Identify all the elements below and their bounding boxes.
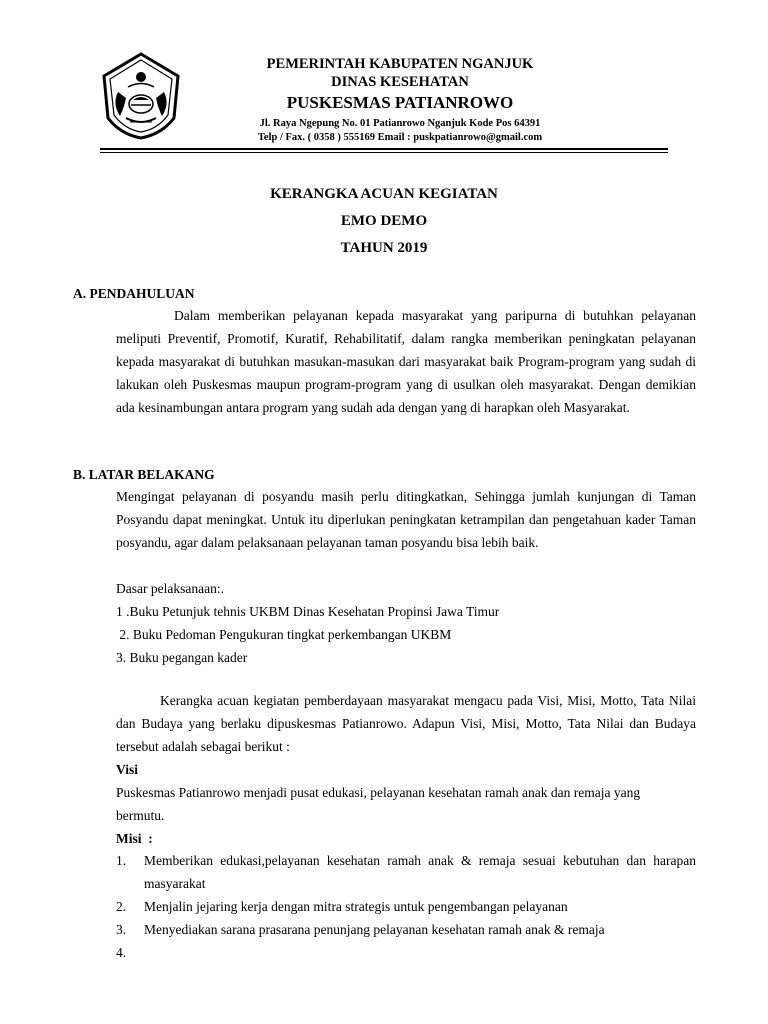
- visi-text: Puskesmas Patianrowo menjadi pusat edukasi, pelayanan kesehatan ramah anak dan remaja yang bermutu.: [116, 785, 641, 823]
- misi-number: 3.: [116, 922, 127, 937]
- misi-label: Misi :: [116, 831, 153, 846]
- dasar-item-3: 3. Buku pegangan kader: [116, 650, 248, 665]
- visi-label: Visi: [116, 762, 139, 777]
- misi-text: Memberikan edukasi,pelayanan kesehatan ramah anak & remaja sesuai kebutuhan dan harapan masyarakat: [144, 853, 696, 891]
- dasar-item-2: 2. Buku Pedoman Pengukuran tingkat perkembangan UKBM: [116, 627, 452, 642]
- letterhead: [200, 55, 600, 145]
- misi-text: Menyediakan sarana prasarana penunjang pelayanan kesehatan ramah anak & remaja: [144, 922, 605, 937]
- title-line-3: TAHUN 2019: [340, 240, 428, 256]
- title-line-2: EMO DEMO: [340, 213, 428, 229]
- misi-number: 1.: [116, 853, 127, 868]
- letterhead-divider-thin: [100, 152, 668, 153]
- document-title: [184, 181, 584, 262]
- kabupaten-emblem-icon: [100, 52, 182, 140]
- misi-number: 2.: [116, 899, 127, 914]
- letterhead-institution: PUSKESMAS PATIANROWO: [286, 93, 514, 112]
- letterhead-address: Jl. Raya Ngepung No. 01 Patianrowo Nganjuk Kode Pos 64391: [259, 118, 541, 129]
- letterhead-department: DINAS KESEHATAN: [331, 74, 469, 90]
- section-b-heading: B. LATAR BELAKANG: [73, 467, 215, 482]
- misi-text: Menjalin jejaring kerja dengan mitra strategis untuk pengembangan pelayanan: [144, 899, 568, 914]
- section-b-paragraph-2: Kerangka acuan kegiatan pemberdayaan masyarakat mengacu pada Visi, Misi, Motto, Tata Nilai dan Budaya yang berlaku dipuskesmas Patianrowo. Adapun Visi, Misi, Motto, Tata Nilai dan Budaya tersebut adalah sebagai berikut :: [116, 693, 696, 754]
- dasar-item-1: 1 .Buku Petunjuk tehnis UKBM Dinas Kesehatan Propinsi Jawa Timur: [116, 604, 500, 619]
- misi-number: 4.: [116, 945, 127, 960]
- letterhead-government: PEMERINTAH KABUPATEN NGANJUK: [266, 56, 534, 72]
- letterhead-contact: Telp / Fax. ( 0358 ) 555169 Email : puskpatianrowo@gmail.com: [257, 132, 543, 143]
- section-a-paragraph: Dalam memberikan pelayanan kepada masyarakat yang paripurna di butuhkan pelayanan meliputi Preventif, Promotif, Kuratif, Rehabilitatif, dalam rangka memberikan peningkatan pelayanan kepada masyarakat di butuhkan masukan-masukan dari masyarakat baik Program-program yang sudah di lakukan oleh Puskesmas maupun program-program yang di usulkan oleh masyarakat. Dengan demikian ada kesinambungan antara program yang sudah ada dengan yang di harapkan oleh Masyarakat.: [116, 308, 696, 415]
- title-line-1: KERANGKA ACUAN KEGIATAN: [270, 186, 498, 202]
- section-b-paragraph: Mengingat pelayanan di posyandu masih perlu ditingkatkan, Sehingga jumlah kunjungan di Taman Posyandu dapat meningkat. Untuk itu diperlukan peningkatan ketrampilan dan pengetahuan kader Taman posyandu, agar dalam pelaksanaan pelayanan taman posyandu bisa lebih baik.: [116, 489, 696, 550]
- letterhead-divider: [100, 148, 668, 150]
- dasar-label: Dasar pelaksanaan:.: [116, 581, 224, 596]
- section-a-heading: A. PENDAHULUAN: [73, 286, 195, 301]
